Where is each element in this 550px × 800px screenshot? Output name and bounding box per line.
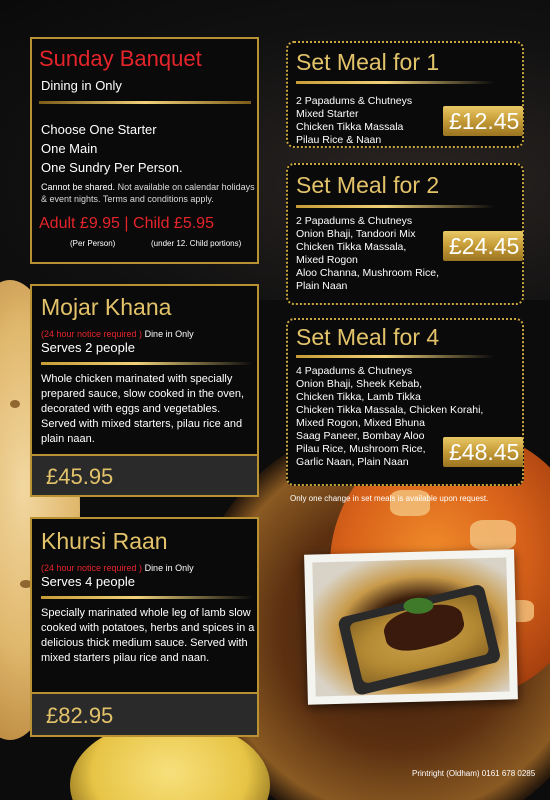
price-divider: | — [124, 215, 129, 232]
set-meal-4-card — [286, 318, 524, 486]
banquet-choices — [41, 120, 183, 177]
terms-bold: Cannot be shared. — [41, 182, 116, 192]
gold-divider — [41, 596, 253, 599]
list-item: Mixed Starter — [296, 108, 359, 120]
choice-main: One Main — [41, 141, 98, 156]
mojar-khana-title: Mojar Khana — [41, 294, 172, 320]
list-item: Aloo Channa, Mushroom Rice, — [296, 267, 439, 279]
gold-divider — [296, 81, 494, 84]
list-item: Mixed Rogon, Mixed Bhuna — [296, 417, 425, 429]
banquet-terms — [41, 181, 255, 205]
set-meal-1-title: Set Meal for 1 — [296, 49, 440, 75]
adult-price: Adult £9.95 — [39, 215, 120, 232]
notice-required: (24 hour notice required ) — [41, 563, 143, 573]
set-meal-2-title: Set Meal for 2 — [296, 172, 440, 198]
gold-divider — [41, 362, 253, 365]
mojar-khana-price-strip — [32, 454, 257, 495]
khursi-raan-description: Specially marinated whole leg of lamb slow cooked with potatoes, herbs and spices in a delicious thick medium sauce. Served with mixed starters pilau rice and naan. — [41, 607, 255, 664]
lamb-dish-image — [312, 557, 509, 696]
list-item: Saag Paneer, Bombay Aloo — [296, 430, 425, 442]
gold-divider — [39, 101, 251, 104]
sunday-banquet-title: Sunday Banquet — [39, 46, 202, 71]
mojar-khana-description: Whole chicken marinated with specially prepared sauce, slow cooked in the oven, decorated with eggs and vegetables. Served with mixed starters, pilau rice and plain naan. — [41, 373, 245, 445]
list-item: 2 Papadums & Chutneys — [296, 95, 413, 107]
set-meal-change-note: Only one change in set meals is available upon request. — [290, 494, 489, 503]
list-item: Mixed Rogon — [296, 254, 358, 266]
khursi-raan-serves: Serves 4 people — [41, 574, 135, 589]
list-item: Chicken Tikka Massala, Chicken Korahi, — [296, 404, 484, 416]
dine-in-only: Dine in Only — [142, 563, 194, 573]
list-item: Onion Bhaji, Tandoori Mix — [296, 228, 416, 240]
notice-required: (24 hour notice required ) — [41, 329, 143, 339]
sunday-banquet-subtitle: Dining in Only — [41, 78, 122, 93]
dine-in-only: Dine in Only — [142, 329, 194, 339]
gold-divider — [296, 205, 494, 208]
list-item: Chicken Tikka Massala, — [296, 241, 407, 253]
adult-note: (Per Person) — [70, 239, 116, 248]
list-item: 4 Papadums & Chutneys — [296, 365, 413, 377]
banquet-prices — [39, 215, 255, 233]
khursi-raan-price-strip — [32, 692, 257, 735]
khursi-raan-title: Khursi Raan — [41, 528, 168, 554]
child-price: Child £5.95 — [133, 215, 214, 232]
list-item: Onion Bhaji, Sheek Kebab, — [296, 378, 423, 390]
khursi-raan-price: £82.95 — [46, 703, 114, 728]
mojar-khana-price: £45.95 — [46, 464, 114, 489]
list-item: Plain Naan — [296, 280, 348, 292]
choice-sundry: One Sundry Per Person. — [41, 160, 183, 175]
set-meal-2-items — [296, 215, 439, 293]
sunday-banquet-card — [30, 37, 259, 264]
printer-credit: Printright (Oldham) 0161 678 0285 — [412, 769, 536, 778]
set-meal-2-price: £24.45 — [443, 231, 523, 261]
gold-divider — [296, 355, 494, 358]
khursi-raan-card — [30, 517, 259, 737]
list-item: 2 Papadums & Chutneys — [296, 215, 413, 227]
mojar-khana-card — [30, 284, 259, 497]
set-meal-1-items — [296, 95, 412, 147]
khursi-raan-photo — [304, 549, 518, 704]
set-meal-4-title: Set Meal for 4 — [296, 324, 440, 350]
terms-rest: Not available on calendar holidays & event nights. Terms and conditions apply. — [41, 182, 255, 204]
choice-starter: Choose One Starter — [41, 122, 157, 137]
child-note: (under 12. Child portions) — [151, 239, 242, 248]
list-item: Pilau Rice & Naan — [296, 134, 382, 146]
list-item: Garlic Naan, Plain Naan — [296, 456, 409, 468]
set-meal-2-card — [286, 163, 524, 305]
list-item: Chicken Tikka Massala — [296, 121, 404, 133]
set-meal-4-price: £48.45 — [443, 437, 523, 467]
set-meal-1-price: £12.45 — [443, 106, 523, 136]
set-meal-1-card — [286, 41, 524, 148]
list-item: Chicken Tikka, Lamb Tikka — [296, 391, 421, 403]
list-item: Pilau Rice, Mushroom Rice, — [296, 443, 426, 455]
mojar-khana-serves: Serves 2 people — [41, 340, 135, 355]
